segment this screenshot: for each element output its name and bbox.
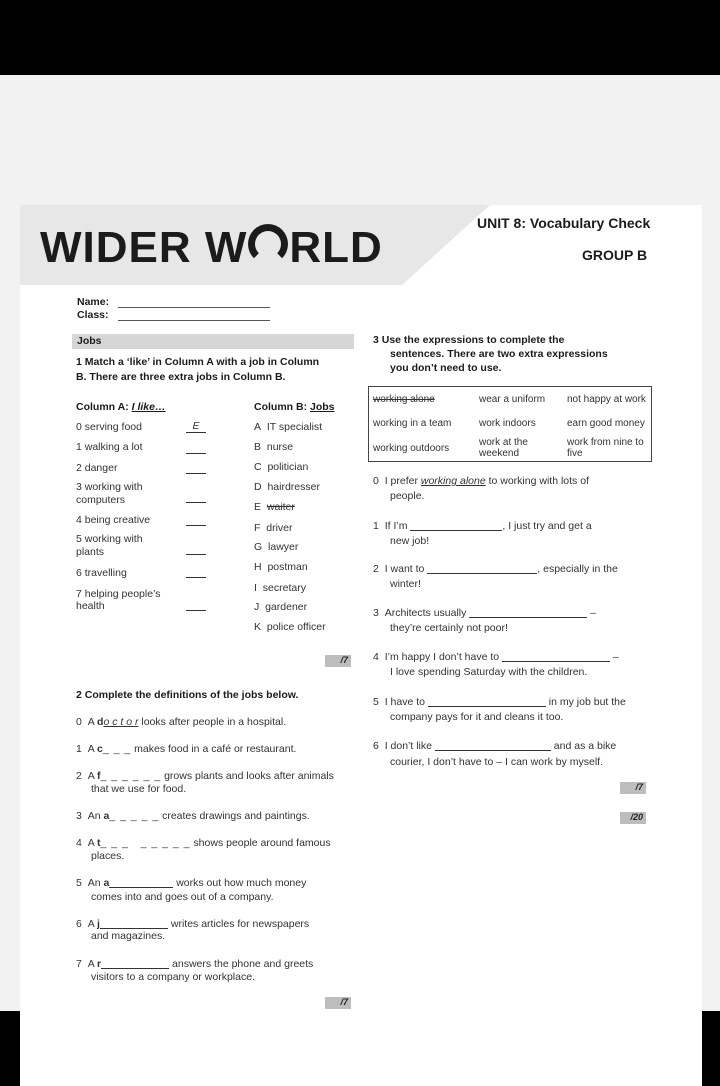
- sentence-item: 1 If I’m , I just try and get a: [373, 520, 592, 532]
- name-label: Name:: [77, 296, 110, 308]
- ex3-score-box: /7: [620, 782, 646, 794]
- column-b-item: B nurse: [254, 441, 294, 453]
- definition-item-cont: places.: [91, 850, 125, 862]
- expression: work indoors: [479, 417, 536, 429]
- ex1-score-box: /7: [325, 655, 351, 667]
- sentence-blank-1[interactable]: [410, 530, 502, 531]
- column-a-header: Column A: I like…: [76, 401, 166, 413]
- ex2-score-box: /7: [325, 997, 351, 1009]
- match-answer-1[interactable]: [186, 453, 206, 454]
- column-b-item: K police officer: [254, 621, 326, 633]
- definition-item: 6 A j writes articles for newspapers: [76, 918, 310, 930]
- column-b-item: H postman: [254, 561, 308, 573]
- definition-item: 1 A c_ _ _ makes food in a café or restaurant.: [76, 743, 297, 755]
- match-answer-7[interactable]: [186, 610, 206, 611]
- jobs-section-bar: [72, 334, 354, 349]
- column-a-item: 5 working with: [76, 533, 143, 545]
- definition-item: 0 A do c t o r looks after people in a hospital.: [76, 716, 287, 728]
- expression: working outdoors: [373, 442, 450, 454]
- column-b-item: C politician: [254, 461, 309, 473]
- sentence-item: 0 I prefer working alone to working with lots of: [373, 475, 589, 487]
- sentence-item: 5 I have to in my job but the: [373, 696, 626, 708]
- sentence-blank-5[interactable]: [428, 706, 546, 707]
- name-field[interactable]: [118, 307, 270, 308]
- logo-text-left: WIDER W: [40, 223, 248, 272]
- sentence-item-cont: people.: [390, 490, 425, 502]
- column-a-item-cont: computers: [76, 494, 126, 506]
- column-a-item: 7 helping people’s: [76, 588, 161, 600]
- definition-item-cont: and magazines.: [91, 930, 166, 942]
- sentence-blank-3[interactable]: [469, 617, 587, 618]
- expression: work from nine to five: [567, 437, 644, 459]
- sentence-blank-6[interactable]: [435, 750, 551, 751]
- column-b-item: F driver: [254, 522, 293, 534]
- unit-title: UNIT 8: Vocabulary Check: [477, 215, 651, 231]
- match-answer-0[interactable]: E: [186, 420, 206, 433]
- sentence-item-cont: I love spending Saturday with the children.: [390, 666, 588, 678]
- definition-item-cont: visitors to a company or workplace.: [91, 971, 255, 983]
- sentence-item-cont: new job!: [390, 535, 430, 547]
- match-answer-4[interactable]: [186, 525, 206, 526]
- definition-item-cont: that we use for food.: [91, 783, 187, 795]
- expression: working alone: [373, 393, 435, 405]
- worksheet: [20, 205, 702, 1086]
- ex2-instruction: 2 Complete the definitions of the jobs below.: [76, 689, 299, 701]
- expression: not happy at work: [567, 393, 646, 405]
- sentence-item: 2 I want to , especially in the: [373, 563, 618, 575]
- column-b-item: G lawyer: [254, 541, 299, 553]
- column-a-item: 3 working with: [76, 481, 143, 493]
- column-b-header: Column B: Jobs: [254, 401, 335, 413]
- expression: working in a team: [373, 417, 452, 429]
- match-answer-2[interactable]: [186, 473, 206, 474]
- column-b-item: E waiter: [254, 501, 295, 513]
- logo-text-right: RLD: [289, 223, 383, 272]
- sentence-item-cont: company pays for it and cleans it too.: [390, 711, 564, 723]
- ex3-instruction-2: sentences. There are two extra expressions: [390, 348, 608, 360]
- expression: work at the weekend: [479, 437, 528, 459]
- expressions-box: [368, 386, 652, 462]
- definition-blank-5[interactable]: [109, 887, 173, 888]
- definition-blank-7[interactable]: [101, 968, 169, 969]
- sentence-item: 4 I’m happy I don’t have to –: [373, 651, 619, 663]
- sentence-item-cont: winter!: [390, 578, 421, 590]
- definition-item: 7 A r answers the phone and greets: [76, 958, 314, 970]
- column-a-item: 2 danger: [76, 462, 118, 474]
- column-b-item: A IT specialist: [254, 421, 323, 433]
- sentence-item-cont: courier, I don’t have to – I can work by myself.: [390, 756, 604, 768]
- ex1-instruction-2: B. There are three extra jobs in Column B.: [76, 371, 286, 383]
- jobs-section-title: Jobs: [77, 335, 102, 347]
- logo: [40, 223, 383, 273]
- column-a-item: 0 serving food: [76, 421, 142, 433]
- class-field[interactable]: [118, 320, 270, 321]
- column-b-item: J gardener: [254, 601, 308, 613]
- expression: earn good money: [567, 417, 645, 429]
- match-answer-5[interactable]: [186, 554, 206, 555]
- definition-item: 3 An a_ _ _ _ _ creates drawings and paintings.: [76, 810, 310, 822]
- definition-item-cont: comes into and goes out of a company.: [91, 891, 274, 903]
- total-score-box: /20: [620, 812, 646, 824]
- column-a-item: 1 walking a lot: [76, 441, 143, 453]
- expression: wear a uniform: [479, 393, 546, 405]
- ex3-instruction-1: 3 Use the expressions to complete the: [373, 334, 565, 346]
- sentence-blank-4[interactable]: [502, 661, 610, 662]
- column-a-item-cont: health: [76, 600, 105, 612]
- sentence-item: 6 I don’t like and as a bike: [373, 740, 617, 752]
- column-a-item-cont: plants: [76, 546, 105, 558]
- definition-blank-6[interactable]: [100, 928, 168, 929]
- ex1-instruction-1: 1 Match a ‘like’ in Column A with a job in Column: [76, 356, 320, 368]
- definition-item: 2 A f_ _ _ _ _ _ grows plants and looks after animals: [76, 770, 334, 782]
- sentence-blank-2[interactable]: [427, 573, 537, 574]
- logo-o-icon: [248, 224, 288, 264]
- group-label: GROUP B: [582, 247, 648, 263]
- sentence-item-cont: they’re certainly not poor!: [390, 622, 508, 634]
- column-a-item: 4 being creative: [76, 514, 151, 526]
- column-b-item: D hairdresser: [254, 481, 320, 493]
- definition-item: 5 An a works out how much money: [76, 877, 307, 889]
- sentence-item: 3 Architects usually –: [373, 607, 597, 619]
- page-background: [0, 75, 720, 1011]
- column-a-item: 6 travelling: [76, 567, 127, 579]
- match-answer-3[interactable]: [186, 502, 206, 503]
- definition-item: 4 A t_ _ _ _ _ _ _ _ shows people around famous: [76, 837, 331, 849]
- match-answer-6[interactable]: [186, 577, 206, 578]
- column-b-item: I secretary: [254, 582, 306, 594]
- ex3-instruction-3: you don’t need to use.: [390, 362, 502, 374]
- class-label: Class:: [77, 309, 109, 321]
